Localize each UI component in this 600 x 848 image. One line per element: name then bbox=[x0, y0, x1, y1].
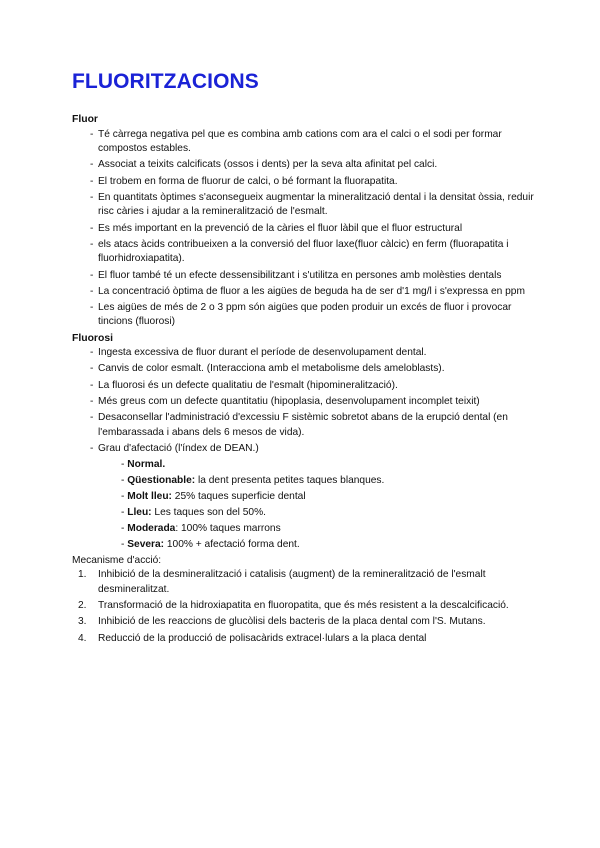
list-item: - Associat a teixits calcificats (ossos i dents) per la seva alta afinitat pel calci. bbox=[72, 158, 542, 173]
grade-prefix: - bbox=[121, 458, 128, 470]
list-item bbox=[72, 599, 542, 614]
dean-grade-item bbox=[121, 506, 542, 521]
list-item: - Desaconsellar l'administració d'excessiu F sistèmic sobretot abans de la erupció dental (en l'embarassada i abans dels 6 mesos de vida). bbox=[72, 411, 542, 440]
list-item: - El trobem en forma de fluorur de calci, o bé formant la fluorapatita. bbox=[72, 175, 542, 190]
dean-grade-item bbox=[121, 538, 542, 553]
list-item bbox=[72, 615, 542, 630]
item-text: Inhibició de les reaccions de glucòlisi dels bacteris de la placa dental com l'S. Mutans. bbox=[98, 616, 486, 628]
mecanisme-list bbox=[72, 568, 542, 646]
item-number: 4. bbox=[78, 632, 87, 644]
page-title: FLUORITZACIONS bbox=[72, 70, 259, 93]
grade-prefix: - bbox=[121, 506, 128, 518]
list-item: - El fluor també té un efecte dessensibilitzant i s'utilitza en persones amb molèsties dentals bbox=[72, 269, 542, 284]
grade-term: Molt lleu: bbox=[127, 490, 172, 502]
section-heading-fluor: Fluor bbox=[72, 114, 98, 125]
list-item: - La concentració òptima de fluor a les aigües de beguda ha de ser d'1 mg/l i s'expressa en ppm bbox=[72, 285, 542, 300]
item-number: 2. bbox=[78, 600, 87, 612]
list-item: - Ingesta excessiva de fluor durant el període de desenvolupament dental. bbox=[72, 346, 542, 361]
grade-term: Lleu: bbox=[127, 506, 152, 518]
section-heading-fluorosi: Fluorosi bbox=[72, 332, 113, 344]
grade-term: Severa: bbox=[127, 538, 165, 550]
item-number: 1. bbox=[78, 569, 87, 581]
list-item bbox=[72, 568, 542, 597]
dean-grade-item bbox=[121, 474, 542, 489]
item-text: Reducció de la producció de polisacàrids extracel·lulars a la placa dental bbox=[98, 632, 427, 644]
list-item: - Més greus com un defecte quantitatiu (hipoplasia, desenvolupament incomplet teixit) bbox=[72, 395, 542, 410]
grade-prefix: - bbox=[121, 474, 128, 486]
list-item: - Canvis de color esmalt. (Interacciona amb el metabolisme dels ameloblasts). bbox=[72, 362, 542, 377]
document-body bbox=[72, 113, 542, 648]
item-text: Transformació de la hidroxiapatita en fluoropatita, que és més resistent a la descalcificació. bbox=[98, 600, 509, 612]
list-item: - En quantitats òptimes s'aconsegueix augmentar la mineralització dental i la densitat òssia, reduir risc càries i ajudar a la remineralització de l'esmalt. bbox=[72, 191, 542, 220]
grade-desc: 100% + afectació forma dent. bbox=[164, 538, 300, 550]
fluor-list bbox=[72, 128, 542, 330]
grade-term: Qüestionable: bbox=[127, 474, 196, 486]
grade-desc: 25% taques superficie dental bbox=[171, 490, 306, 502]
dean-grade-item bbox=[121, 522, 542, 537]
item-text: Inhibició de la desmineralització i catalisis (augment) de la remineralització de l'esmalt desmineralitzat. bbox=[98, 569, 486, 596]
grade-desc: Les taques son del 50%. bbox=[151, 506, 266, 518]
list-item: - els atacs àcids contribueixen a la conversió del fluor laxe(fluor càlcic) en ferm (fluorapatita i fluorhidroxiapatita). bbox=[72, 238, 542, 267]
list-item: - Té càrrega negativa pel que es combina amb cations com ara el calci o el sodi per formar compostos estables. bbox=[72, 128, 542, 157]
dean-index-list bbox=[72, 458, 542, 553]
section-heading-mecanisme: Mecanisme d'acció: bbox=[72, 554, 162, 566]
dean-grade-item bbox=[121, 458, 542, 473]
list-item: - La fluorosi és un defecte qualitatiu de l'esmalt (hipomineralització). bbox=[72, 379, 542, 394]
list-item: - Es més important en la prevenció de la càries el fluor làbil que el fluor estructural bbox=[72, 222, 542, 237]
dean-grade-item bbox=[121, 490, 542, 505]
grade-prefix: - bbox=[121, 522, 128, 534]
list-item: - Grau d'afectació (l'índex de DEAN.) bbox=[72, 442, 542, 457]
grade-term: Moderada bbox=[127, 522, 176, 534]
list-item: - Les aigües de més de 2 o 3 ppm són aigües que poden produir un excés de fluor i provocar tincions (fluorosi) bbox=[72, 301, 542, 330]
item-number: 3. bbox=[78, 616, 87, 628]
list-item bbox=[72, 632, 542, 647]
grade-desc: : 100% taques marrons bbox=[175, 522, 281, 534]
fluorosi-list bbox=[72, 346, 542, 456]
grade-term: Normal. bbox=[127, 458, 166, 470]
grade-prefix: - bbox=[121, 490, 128, 502]
grade-desc: la dent presenta petites taques blanques. bbox=[195, 474, 385, 486]
grade-prefix: - bbox=[121, 538, 128, 550]
